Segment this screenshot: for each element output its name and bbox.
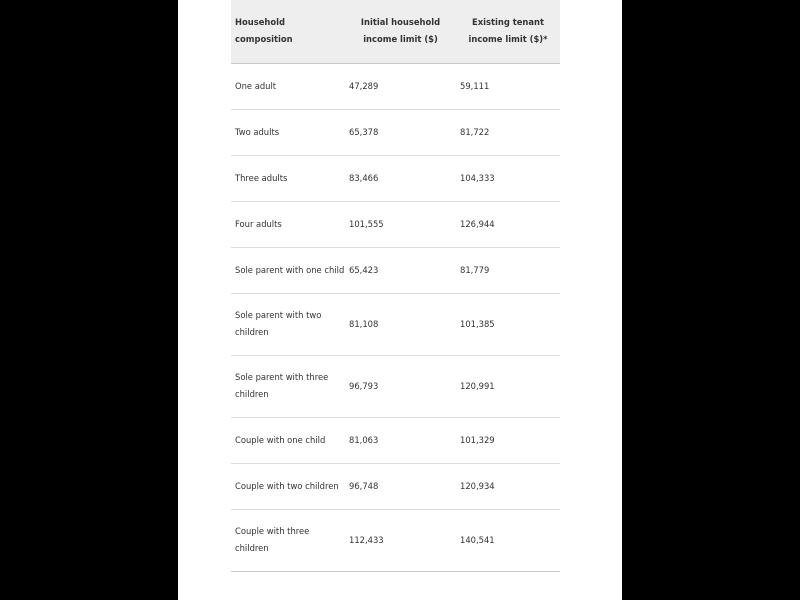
household-cell: Sole parent with three children (231, 355, 345, 417)
household-cell: Couple with one child (231, 417, 345, 463)
household-cell: Two adults (231, 109, 345, 155)
existing-limit-cell: 120,934 (456, 463, 560, 509)
existing-limit-cell: 120,991 (456, 355, 560, 417)
table-row (231, 201, 560, 247)
table-row (231, 355, 560, 417)
table-row (231, 109, 560, 155)
household-cell: Sole parent with one child (231, 247, 345, 293)
table-row (231, 293, 560, 355)
table-row (231, 463, 560, 509)
existing-limit-cell: 101,329 (456, 417, 560, 463)
existing-limit-cell: 104,333 (456, 155, 560, 201)
existing-limit-cell: 59,111 (456, 63, 560, 109)
household-cell: Four adults (231, 201, 345, 247)
table-row (231, 417, 560, 463)
existing-limit-cell: 126,944 (456, 201, 560, 247)
initial-limit-cell: 101,555 (345, 201, 456, 247)
header-row (231, 0, 560, 63)
existing-limit-cell: 81,779 (456, 247, 560, 293)
table-body (231, 63, 560, 571)
table-row (231, 63, 560, 109)
table-row (231, 247, 560, 293)
initial-limit-cell: 65,378 (345, 109, 456, 155)
existing-limit-cell: 101,385 (456, 293, 560, 355)
table-row (231, 509, 560, 571)
existing-limit-cell: 140,541 (456, 509, 560, 571)
household-cell: Sole parent with two children (231, 293, 345, 355)
household-cell: One adult (231, 63, 345, 109)
header-existing-tenant-limit: Existing tenant income limit ($)* (456, 0, 560, 63)
document-page (178, 0, 622, 600)
table-row (231, 155, 560, 201)
initial-limit-cell: 96,748 (345, 463, 456, 509)
initial-limit-cell: 81,063 (345, 417, 456, 463)
header-initial-income-limit: Initial household income limit ($) (345, 0, 456, 63)
initial-limit-cell: 83,466 (345, 155, 456, 201)
existing-limit-cell: 81,722 (456, 109, 560, 155)
header-household-composition: Household composition (231, 0, 345, 63)
initial-limit-cell: 112,433 (345, 509, 456, 571)
household-cell: Couple with three children (231, 509, 345, 571)
initial-limit-cell: 47,289 (345, 63, 456, 109)
table-header (231, 0, 560, 63)
initial-limit-cell: 81,108 (345, 293, 456, 355)
income-limits-table (231, 0, 560, 572)
household-cell: Three adults (231, 155, 345, 201)
initial-limit-cell: 96,793 (345, 355, 456, 417)
initial-limit-cell: 65,423 (345, 247, 456, 293)
household-cell: Couple with two children (231, 463, 345, 509)
